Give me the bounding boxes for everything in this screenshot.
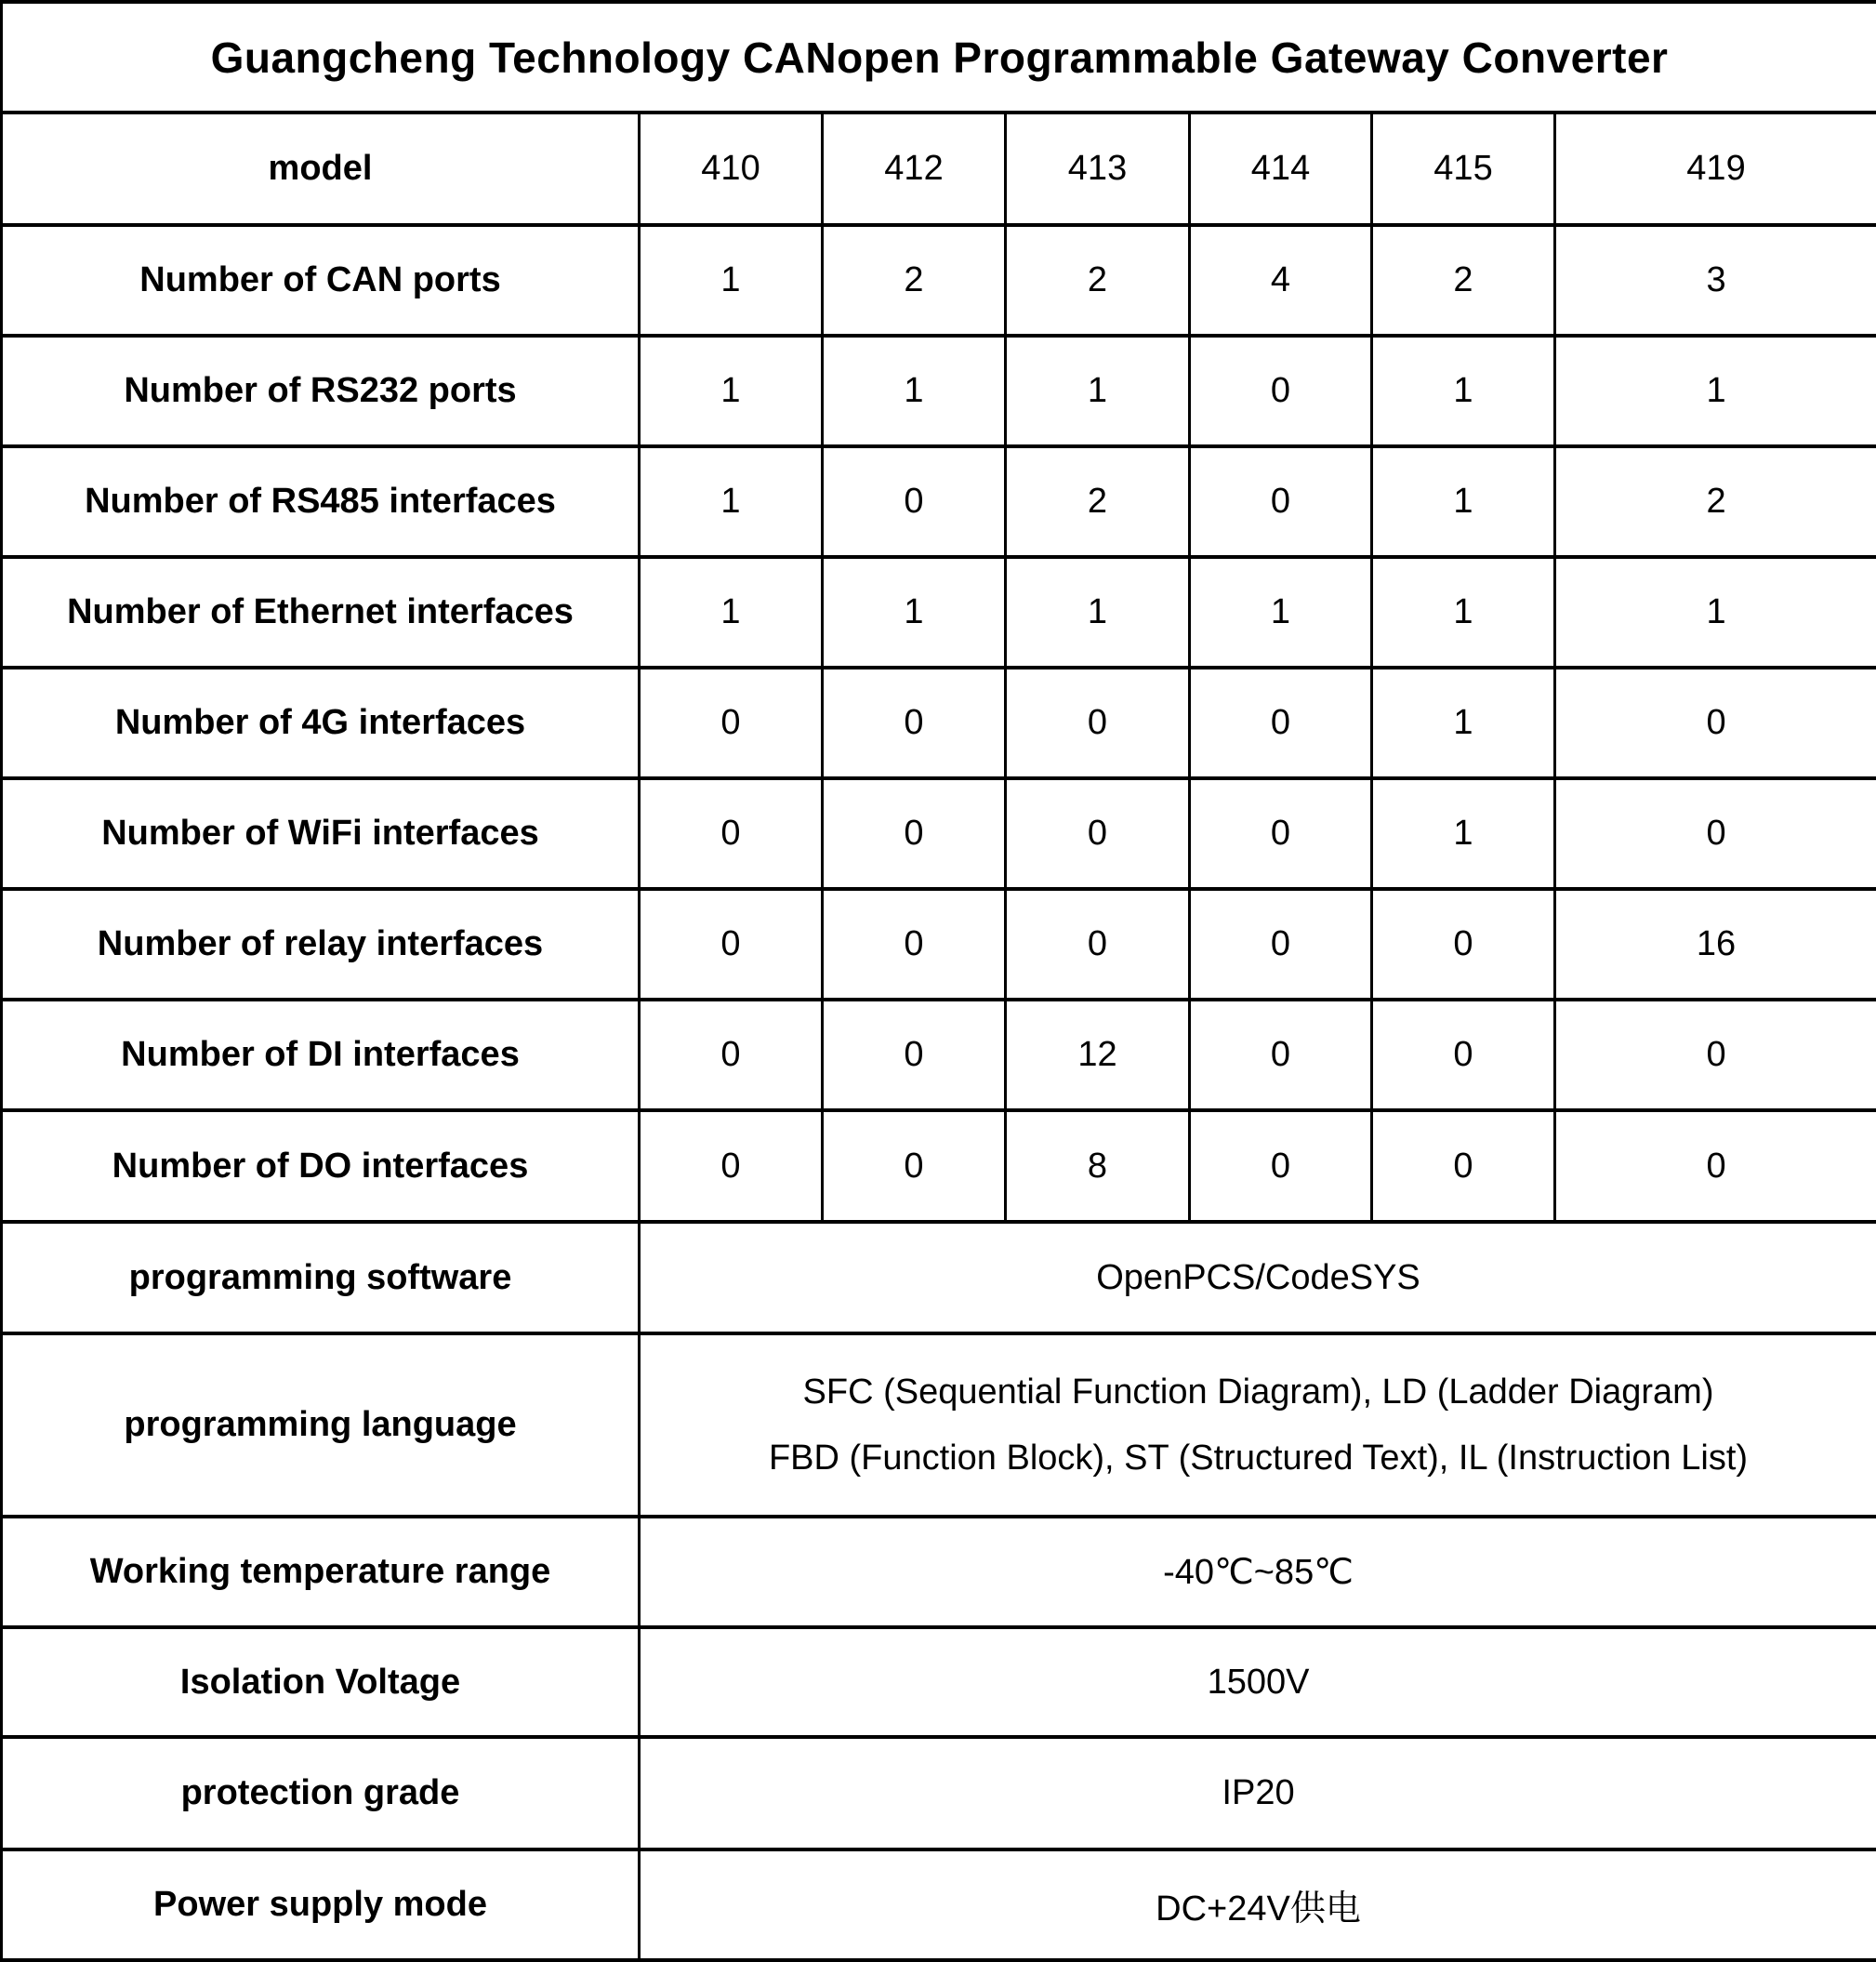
value-cell: 2 (1006, 446, 1190, 557)
model-412-cell: 412 (823, 113, 1006, 225)
value-cell: 1 (640, 446, 823, 557)
value-cell: 0 (640, 778, 823, 889)
value-cell: 12 (1006, 1000, 1190, 1110)
value-cell: 0 (1006, 668, 1190, 778)
value-cell: 0 (1190, 1000, 1372, 1110)
value-cell: 0 (823, 1110, 1006, 1222)
value-cell: 0 (1190, 446, 1372, 557)
merged-value-cell: DC+24V供电 (640, 1849, 1876, 1960)
value-cell: 0 (823, 668, 1006, 778)
row-label-model: model (2, 113, 640, 225)
value-cell: 0 (1190, 336, 1372, 446)
value-cell: 0 (823, 1000, 1006, 1110)
value-cell: 1 (1006, 557, 1190, 668)
merged-value-cell: -40℃~85℃ (640, 1517, 1876, 1627)
row-label: Number of relay interfaces (2, 889, 640, 1000)
value-cell: 0 (1006, 778, 1190, 889)
value-cell: 0 (1006, 889, 1190, 1000)
value-cell: 1 (640, 225, 823, 336)
value-cell: 0 (640, 889, 823, 1000)
value-cell: 1 (1006, 336, 1190, 446)
value-cell: 3 (1555, 225, 1876, 336)
language-line-1: SFC (Sequential Function Diagram), LD (Ladder Diagram) (646, 1359, 1870, 1425)
row-protection-grade (2, 1737, 1876, 1849)
row-label: Number of WiFi interfaces (2, 778, 640, 889)
value-cell: 0 (640, 668, 823, 778)
row-programming-software (2, 1222, 1876, 1333)
value-cell: 0 (823, 446, 1006, 557)
row-label: programming software (2, 1222, 640, 1333)
value-cell: 0 (1555, 778, 1876, 889)
row-label: Number of RS232 ports (2, 336, 640, 446)
row-label: Number of DI interfaces (2, 1000, 640, 1110)
spec-row-relay-interfaces (2, 889, 1876, 1000)
value-cell: 1 (1555, 336, 1876, 446)
row-isolation-voltage (2, 1627, 1876, 1737)
value-cell: 1 (1190, 557, 1372, 668)
value-cell: 0 (1555, 1000, 1876, 1110)
value-cell: 0 (640, 1110, 823, 1222)
merged-value-cell: OpenPCS/CodeSYS (640, 1222, 1876, 1333)
value-cell: 2 (1006, 225, 1190, 336)
value-cell: 2 (1555, 446, 1876, 557)
row-working-temperature (2, 1517, 1876, 1627)
row-label: Number of DO interfaces (2, 1110, 640, 1222)
value-cell: 0 (1372, 1000, 1555, 1110)
value-cell: 0 (823, 889, 1006, 1000)
row-programming-language (2, 1333, 1876, 1517)
row-label: Working temperature range (2, 1517, 640, 1627)
value-cell: 0 (1555, 1110, 1876, 1222)
value-cell: 1 (823, 336, 1006, 446)
value-cell: 8 (1006, 1110, 1190, 1222)
row-label: Isolation Voltage (2, 1627, 640, 1737)
value-cell: 4 (1190, 225, 1372, 336)
model-419-cell: 419 (1555, 113, 1876, 225)
row-label: protection grade (2, 1737, 640, 1849)
row-label: Number of CAN ports (2, 225, 640, 336)
value-cell: 1 (640, 336, 823, 446)
value-cell: 2 (1372, 225, 1555, 336)
language-line-2: FBD (Function Block), ST (Structured Text), IL (Instruction List) (646, 1425, 1870, 1491)
value-cell: 0 (1190, 889, 1372, 1000)
row-label: Power supply mode (2, 1849, 640, 1960)
value-cell: 2 (823, 225, 1006, 336)
value-cell: 1 (1372, 778, 1555, 889)
value-cell: 1 (640, 557, 823, 668)
value-cell: 0 (1372, 889, 1555, 1000)
row-label: Number of 4G interfaces (2, 668, 640, 778)
value-cell: 0 (823, 778, 1006, 889)
model-413-cell: 413 (1006, 113, 1190, 225)
spec-row-can-ports (2, 225, 1876, 336)
row-label: programming language (2, 1333, 640, 1517)
value-cell: 1 (1372, 668, 1555, 778)
value-cell: 1 (1372, 557, 1555, 668)
row-power-supply-mode (2, 1849, 1876, 1960)
row-label: Number of RS485 interfaces (2, 446, 640, 557)
value-cell: 16 (1555, 889, 1876, 1000)
value-cell: 1 (1372, 446, 1555, 557)
value-cell: 1 (1555, 557, 1876, 668)
value-cell: 0 (1555, 668, 1876, 778)
value-cell: 0 (1372, 1110, 1555, 1222)
merged-value-cell: IP20 (640, 1737, 1876, 1849)
merged-value-cell (640, 1333, 1876, 1517)
spec-row-di-interfaces (2, 1000, 1876, 1110)
value-cell: 0 (1190, 668, 1372, 778)
value-cell: 1 (823, 557, 1006, 668)
spec-row-rs485-interfaces (2, 446, 1876, 557)
model-415-cell: 415 (1372, 113, 1555, 225)
model-410-cell: 410 (640, 113, 823, 225)
spec-row-wifi-interfaces (2, 778, 1876, 889)
spec-row-ethernet-interfaces (2, 557, 1876, 668)
spec-row-4g-interfaces (2, 668, 1876, 778)
model-header-row (2, 113, 1876, 225)
value-cell: 0 (1190, 778, 1372, 889)
value-cell: 0 (1190, 1110, 1372, 1222)
merged-value-cell: 1500V (640, 1627, 1876, 1737)
value-cell: 1 (1372, 336, 1555, 446)
row-label: Number of Ethernet interfaces (2, 557, 640, 668)
value-cell: 0 (640, 1000, 823, 1110)
model-414-cell: 414 (1190, 113, 1372, 225)
spec-row-do-interfaces (2, 1110, 1876, 1222)
page-title: Guangcheng Technology CANopen Programmable Gateway Converter (2, 2, 1876, 113)
title-row (2, 2, 1876, 113)
spec-row-rs232-ports (2, 336, 1876, 446)
